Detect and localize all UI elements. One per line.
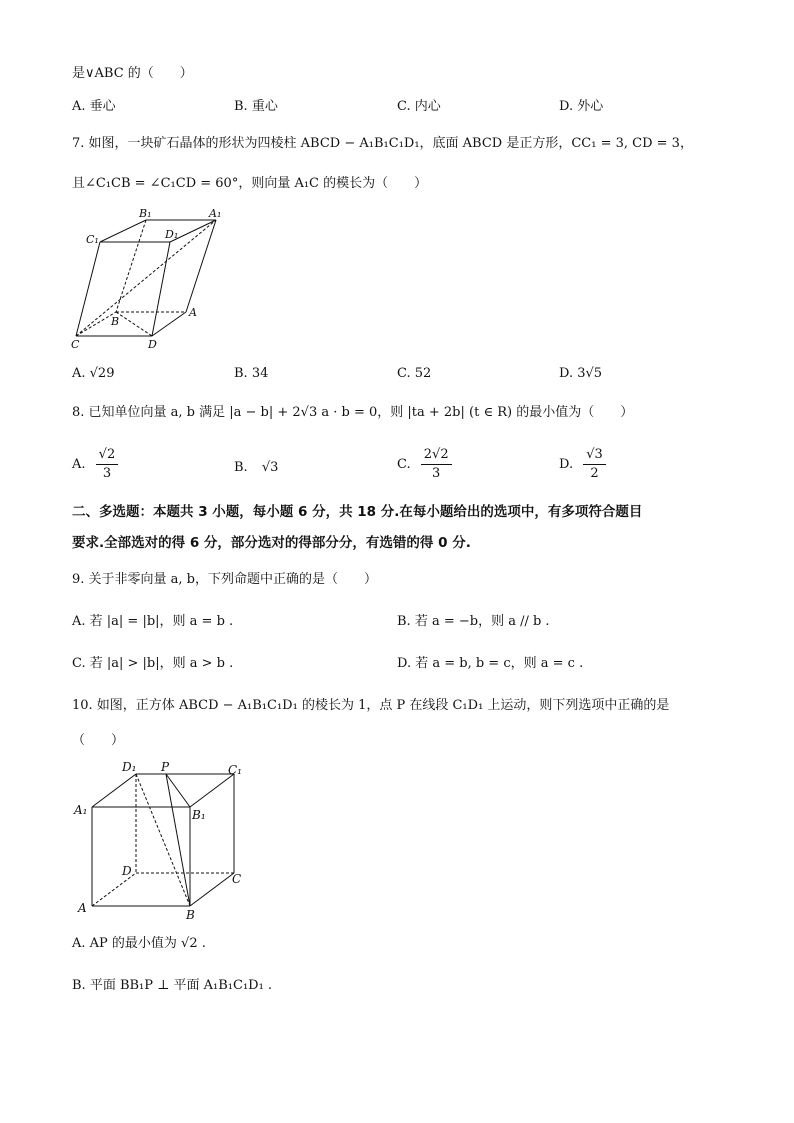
q8-option-b-value: √3 xyxy=(261,460,279,475)
line-pb xyxy=(166,774,190,906)
q7-option-a: A. √29 xyxy=(72,366,115,381)
section2-heading-line1: 二、多选题：本题共 3 小题，每小题 6 分，共 18 分.在每小题给出的选项中，有多项符合题目 xyxy=(72,504,643,520)
q7-stem-line1: 7. 如图，一块矿石晶体的形状为四棱柱 ABCD − A₁B₁C₁D₁，底面 ABCD 是正方形，CC₁ = 3, CD = 3， xyxy=(72,136,693,151)
q10-option-a: A. AP 的最小值为 √2 . xyxy=(72,936,206,951)
q8-stem: 8. 已知单位向量 a, b 满足 |a − b| + 2√3 a · b = 0，则 |ta + 2b| (t ∈ R) 的最小值为（ ） xyxy=(72,405,634,420)
section2-heading-line2: 要求.全部选对的得 6 分，部分选对的得部分分，有选错的得 0 分. xyxy=(72,535,471,551)
q6-option-d: D. 外心 xyxy=(559,99,604,114)
q8-option-d-fraction xyxy=(583,446,606,483)
label-a: A xyxy=(78,901,87,915)
q8-option-c xyxy=(397,446,452,483)
q8-option-c-den: 3 xyxy=(432,466,441,481)
label-a1: A₁ xyxy=(209,207,222,220)
label-c1: C₁ xyxy=(228,763,242,777)
edge-a1d1 xyxy=(92,774,136,807)
label-a1: A₁ xyxy=(74,803,88,817)
q7-stem-line2: 且∠C₁CB = ∠C₁CD = 60°，则向量 A₁C 的模长为（ ） xyxy=(72,176,428,191)
label-d1: D₁ xyxy=(122,760,137,774)
q7-option-d: D. 3√5 xyxy=(559,366,603,381)
label-a: A xyxy=(189,306,197,319)
edge-d1d xyxy=(152,242,170,336)
label-c: C xyxy=(71,338,80,350)
q8-option-c-num: 2√2 xyxy=(421,446,452,465)
q6-option-a: A. 垂心 xyxy=(72,99,116,114)
edge-a1a xyxy=(186,220,216,312)
q8-option-d-label: D. xyxy=(559,457,574,472)
q7-option-b: B. 34 xyxy=(234,366,269,381)
line-d1b xyxy=(136,774,190,906)
edge-b1b xyxy=(116,220,146,312)
edge-bc xyxy=(190,873,234,906)
q6-stem-tail: 是∨ABC 的（ ） xyxy=(72,66,193,81)
q10-cube-figure xyxy=(68,757,258,925)
edge-b1c1 xyxy=(190,774,234,807)
edge-c1b1 xyxy=(100,220,146,242)
q8-option-a-den: 3 xyxy=(102,466,112,481)
q9-option-c: C. 若 |a| > |b|，则 a > b . xyxy=(72,656,234,671)
q9-option-b: B. 若 a = −b，则 a // b . xyxy=(397,614,550,629)
label-b: B xyxy=(111,315,120,328)
q10-stem-line1: 10. 如图，正方体 ABCD − A₁B₁C₁D₁ 的棱长为 1，点 P 在线段 C₁D₁ 上运动，则下列选项中正确的是 xyxy=(72,698,670,713)
q8-option-c-label: C. xyxy=(397,457,411,472)
label-b1: B₁ xyxy=(192,808,206,822)
q8-option-d-den: 2 xyxy=(590,466,599,481)
q8-option-a-label: A. xyxy=(72,457,86,472)
label-b1: B₁ xyxy=(139,207,152,220)
q7-prism-figure xyxy=(68,205,228,350)
q10-stem-line2: （ ） xyxy=(72,733,125,748)
q9-stem: 9. 关于非零向量 a, b，下列命题中正确的是（ ） xyxy=(72,572,378,587)
q6-option-b: B. 重心 xyxy=(234,99,278,114)
label-c: C xyxy=(232,872,242,886)
q8-option-a xyxy=(72,446,118,483)
diag-bd xyxy=(116,312,152,336)
q8-option-b xyxy=(234,458,278,478)
label-p: P xyxy=(161,760,170,774)
line-pb1 xyxy=(166,774,190,807)
label-b: B xyxy=(186,908,195,922)
q8-option-a-num: √2 xyxy=(96,446,119,465)
q9-option-d: D. 若 a = b, b = c，则 a = c . xyxy=(397,656,584,671)
label-d: D xyxy=(122,864,132,878)
edge-cb xyxy=(76,312,116,336)
q8-option-c-fraction xyxy=(421,446,452,483)
q8-option-b-label: B. xyxy=(234,460,248,475)
label-d: D xyxy=(148,338,157,350)
q6-option-c: C. 内心 xyxy=(397,99,441,114)
label-d1: D₁ xyxy=(165,228,179,241)
q8-option-d-num: √3 xyxy=(583,446,606,465)
label-c1: C₁ xyxy=(86,233,99,246)
q8-option-d xyxy=(559,446,606,483)
edge-c1c xyxy=(76,242,100,336)
q7-prism-svg xyxy=(68,205,228,350)
edge-da xyxy=(152,312,186,336)
q7-option-c: C. 52 xyxy=(397,366,432,381)
q9-option-a: A. 若 |a| = |b|，则 a = b . xyxy=(72,614,234,629)
q8-option-a-fraction xyxy=(96,446,119,483)
q10-cube-svg xyxy=(68,757,258,925)
q10-option-b: B. 平面 BB₁P ⊥ 平面 A₁B₁C₁D₁ . xyxy=(72,978,273,993)
